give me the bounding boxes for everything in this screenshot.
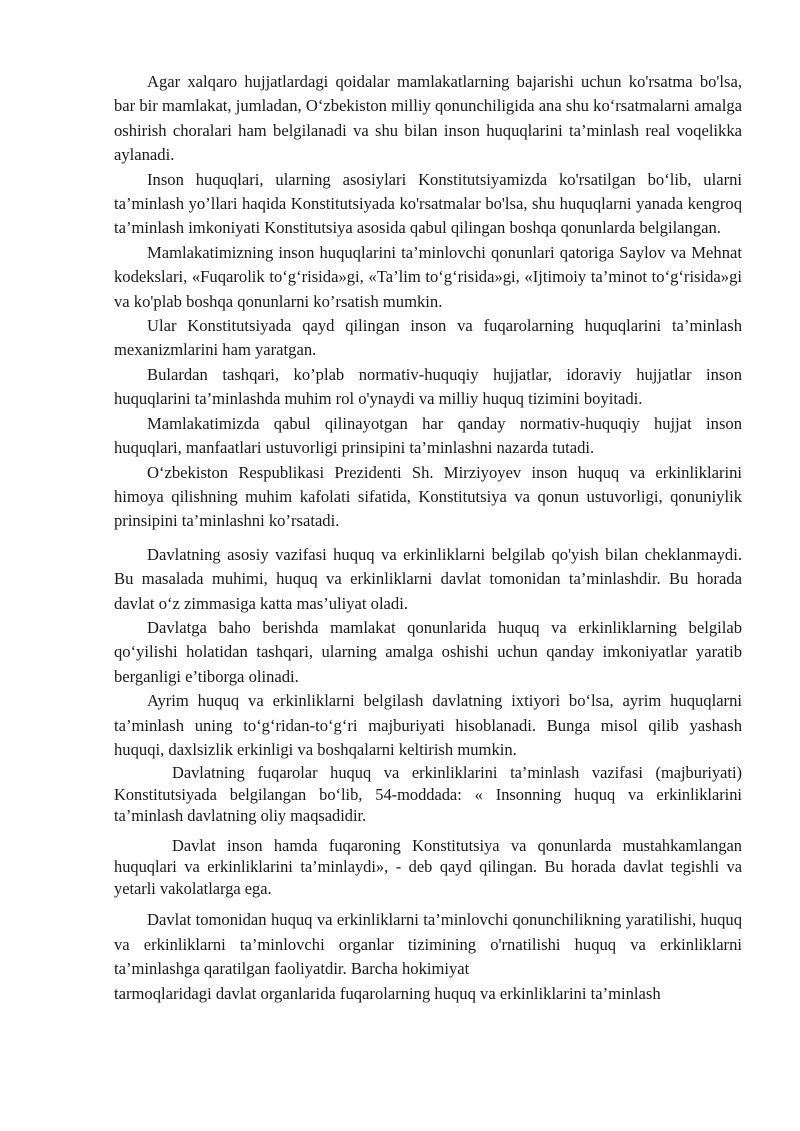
paragraph-3: Mamlakatimizning inson huquqlarini ta’minlovchi qonunlari qatoriga Saylov va Mehnat kodekslari, «Fuqarolik to‘g‘risida»gi, «Ta’lim to‘g‘risida»gi, «Ijtimoiy ta’minot to‘g‘risida»gi va ko'plab boshqa qonunlarni ko’rsatish mumkin. <box>114 242 742 311</box>
paragraph-13: Davlat tomonidan huquq va erkinliklarni ta’minlovchi qonunchilikning yaratilishi, huquq va erkinliklarni ta’minlovchi organlar tizimining o'rnatilishi huquq va erkinliklarni ta’minlashga qaratilgan faoliyatdir. Barcha hokimiyat <box>114 910 742 979</box>
paragraph-12: Davlat inson hamda fuqaroning Konstitutsiya va qonunlarda mustahkamlangan huquqlari va erkinliklarini ta’minlaydi», - deb qayd qilingan. Bu horada davlat tegishli va yetarli vakolatlarga ega. <box>114 835 742 898</box>
paragraph-11: Davlatning fuqarolar huquq va erkinliklarini ta’minlash vazifasi (majburiyati) Konstitutsiyada belgilangan bo‘lib, 54-moddada: « Insonning huquq va erkinliklarini ta’minlash davlatning oliy maqsadidir. <box>114 763 742 826</box>
paragraph-9: Davlatga baho berishda mamlakat qonunlarida huquq va erkinliklarning belgilab qo‘yilishi holatidan tashqari, ularning amalga oshishi uchun qanday imkoniyatlar yaratib berganligi e’tiborga olinadi. <box>114 617 742 686</box>
paragraph-4: Ular Konstitutsiyada qayd qilingan inson va fuqarolarning huquqlarini ta’minlash mexanizmlarini ham yaratgan. <box>114 316 742 360</box>
paragraph-7: O‘zbekiston Respublikasi Prezidenti Sh. Mirziyoyev inson huquq va erkinliklarini himoya qilishning muhim kafolati sifatida, Konstitutsiya va qonun ustuvorligi, qonuniylik prinsipini ta’minlashni ko’rsatadi. <box>114 462 742 531</box>
paragraph-5: Bulardan tashqari, ko’plab normativ-huquqiy hujjatlar, idoraviy hujjatlar inson huquqlarini ta’minlashda muhim rol o'ynaydi va milliy huquq tizimini boyitadi. <box>114 364 742 409</box>
paragraph-10: Ayrim huquq va erkinliklarni belgilash davlatning ixtiyori bo‘lsa, ayrim huquqlarni ta’minlash uning to‘g‘ridan-to‘g‘ri majburiyati hisoblanadi. Bunga misol qilib yashash huquqi, daxlsizlik erkinligi va boshqalarni keltirish mumkin. <box>114 691 742 759</box>
document-page <box>114 70 742 1006</box>
paragraph-8: Davlatning asosiy vazifasi huquq va erkinliklarni belgilab qo'yish bilan cheklanmaydi. Bu masalada muhimi, huquq va erkinliklarni davlat tomonidan ta’minlashdir. Bu horada davlat o‘z zimmasiga katta mas’uliyat oladi. <box>114 544 742 613</box>
paragraph-2: Inson huquqlari, ularning asosiylari Konstitutsiyamizda ko'rsatilgan bo‘lib, ularni ta’minlash yo’llari haqida Konstitutsiyada ko'rsatmalar bo'lsa, shu huquqlarni yanada kengroq ta’minlash imkoniyati Konstitutsiya asosida qabul qilingan boshqa qonunlarda belgilangan. <box>114 169 742 238</box>
paragraph-6: Mamlakatimizda qabul qilinayotgan har qanday normativ-huquqiy hujjat inson huquqlari, manfaatlari ustuvorligi prinsipini ta’minlashni nazarda tutadi. <box>114 413 742 458</box>
paragraph-1: Agar xalqaro hujjatlardagi qoidalar mamlakatlarning bajarishi uchun ko'rsatma bo'lsa, bar bir mamlakat, jumladan, O‘zbekiston milliy qonunchiligida ana shu ko‘rsatmalarni amalga oshirish choralari ham belgilanadi va shu bilan inson huquqlarini ta’minlash real voqelikka aylanadi. <box>114 72 742 165</box>
paragraph-14: tarmoqlaridagi davlat organlarida fuqarolarning huquq va erkinliklarini ta’minlash <box>114 983 661 1003</box>
